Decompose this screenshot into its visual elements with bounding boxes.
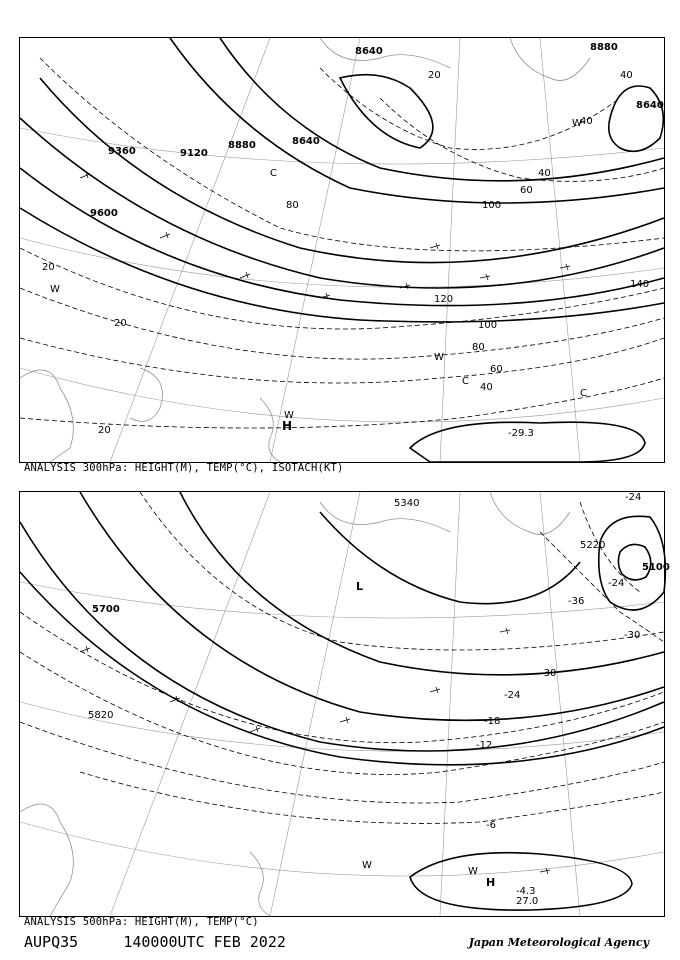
wind-barbs: [80, 628, 550, 874]
temperature-label: -30: [624, 630, 641, 641]
height-label: 5820: [88, 710, 114, 721]
height-label: 9120: [180, 148, 208, 159]
isotach-label: 20: [98, 425, 111, 436]
isotach-label: 80: [286, 200, 299, 211]
valid-time: 140000UTC FEB 2022: [123, 933, 286, 951]
map-300-canvas: [20, 38, 664, 462]
isotherm-lines: [20, 492, 664, 823]
pressure-markers: [50, 118, 587, 433]
temperature-label: -30: [540, 668, 557, 679]
isotach-label: 100: [478, 320, 498, 331]
warm-marker: W: [50, 284, 60, 295]
temperature-label: -18: [484, 716, 501, 727]
pressure-markers: [356, 580, 495, 889]
isotach-lines: [20, 58, 664, 428]
height-label: 8880: [590, 42, 618, 53]
height-label: 5100: [642, 562, 670, 573]
temperature-label: -4.3: [516, 886, 536, 897]
isotach-label: 80: [472, 342, 485, 353]
height-labels: [88, 498, 670, 721]
isotach-label: 40: [538, 168, 551, 179]
height-label: 5700: [92, 604, 120, 615]
chart-identifier: [24, 933, 286, 951]
height-label: 5220: [580, 540, 606, 551]
high-marker: H: [282, 419, 293, 433]
isotach-label: 60: [520, 185, 533, 196]
warm-marker: W: [434, 352, 444, 363]
warm-marker: W: [362, 860, 372, 871]
isotach-label: 120: [434, 294, 454, 305]
temperature-label: -36: [568, 596, 585, 607]
isotach-label: 140: [630, 279, 650, 290]
cold-marker: C: [270, 168, 277, 179]
caption-300hpa: ANALYSIS 300hPa: HEIGHT(M), TEMP(°C), ISOTACH(KT): [24, 462, 344, 474]
isotach-label: 20: [428, 70, 441, 81]
height-label: 9360: [108, 146, 136, 157]
analysis-500hpa-map: [19, 491, 670, 917]
height-label: 8640: [292, 136, 320, 147]
low-marker: L: [356, 580, 364, 593]
caption-500hpa: ANALYSIS 500hPa: HEIGHT(M), TEMP(°C): [24, 916, 259, 928]
temperature-label: -6: [486, 820, 496, 831]
warm-marker: W: [572, 118, 582, 129]
graticule: [20, 492, 664, 916]
height-label: 8880: [228, 140, 256, 151]
isotach-labels: [42, 70, 649, 436]
isotach-label: 20: [114, 318, 127, 329]
isotach-label: 100: [482, 200, 502, 211]
graticule: [20, 38, 664, 462]
temperature-label: -24: [504, 690, 521, 701]
height-label: 8640: [355, 46, 383, 57]
isotach-label: 20: [42, 262, 55, 273]
height-label: 9600: [90, 208, 118, 219]
cold-marker: C: [580, 388, 587, 399]
analysis-300hpa-map: [19, 37, 665, 463]
temperature-labels: [476, 492, 641, 907]
temperature-label: -24: [625, 492, 642, 503]
coastlines: [20, 38, 590, 462]
temperature-label: 27.0: [516, 896, 539, 907]
temperature-label: -24: [608, 578, 625, 589]
height-contours: [20, 38, 664, 462]
isotach-label: 60: [490, 364, 503, 375]
isotach-label: 40: [580, 116, 593, 127]
wind-barbs: [80, 172, 570, 299]
height-contours: [20, 492, 665, 910]
isotach-label: 40: [620, 70, 633, 81]
cold-marker: C: [462, 376, 469, 387]
map-500-canvas: [20, 492, 670, 916]
warm-marker: W: [284, 410, 294, 421]
chart-code: AUPQ35: [24, 933, 79, 951]
temperature-label: -12: [476, 740, 493, 751]
coastlines: [20, 492, 570, 916]
height-label: 5340: [394, 498, 420, 509]
high-marker: H: [486, 876, 496, 889]
warm-marker: W: [468, 866, 478, 877]
height-label: 8640: [636, 100, 664, 111]
agency-name: Japan Meteorological Agency: [468, 936, 649, 949]
temperature-label: -29.3: [508, 428, 534, 439]
isotach-label: 40: [480, 382, 493, 393]
